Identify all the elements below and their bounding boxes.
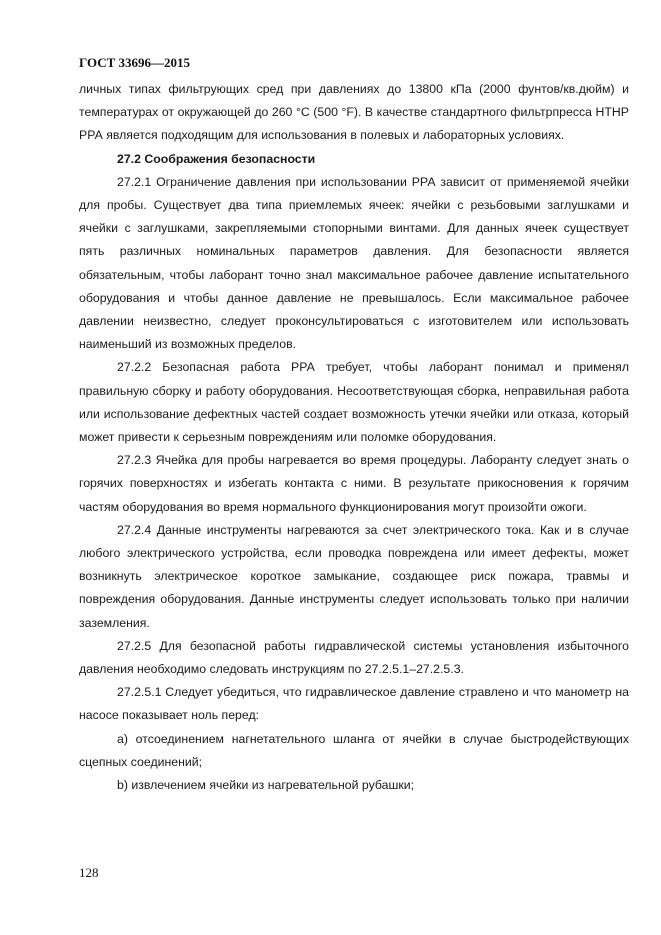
document-header: ГОСТ 33696—2015 — [79, 55, 191, 70]
document-body — [79, 78, 629, 797]
paragraph-27-2-2: 27.2.2 Безопасная работа РРА требует, чтобы лаборант понимал и применял правильную сборку и работу оборудования. Несоответствующая сборка, неправильная работа или использование дефектных частей создает возможность утечки ячейки или отказа, который может привести к серьезным повреждениям или поломке оборудования. — [79, 360, 629, 445]
list-item-b: b) извлечением ячейки из нагревательной рубашки; — [117, 778, 414, 793]
list-item-a: а) отсоединением нагнетательного шланга от ячейки в случае быстродействующих сцепных соединений; — [79, 731, 629, 769]
paragraph-27-2-4: 27.2.4 Данные инструменты нагреваются за счет электрического тока. Как и в случае любого электрического устройства, если проводка повреждена или имеет дефекты, может возникнуть электрическое короткое замыкание, создающее риск пожара, травмы и повреждения оборудования. Данные инструменты следует использовать только при наличии заземления. — [79, 522, 629, 630]
paragraph-27-2-3: 27.2.3 Ячейка для пробы нагревается во время процедуры. Лаборанту следует знать о горячих поверхностях и избегать контакта с ними. В результате прикосновения к горячим частям оборудования во время нормального функционирования могут произойти ожоги. — [79, 453, 629, 514]
paragraph-27-2-5: 27.2.5 Для безопасной работы гидравлической системы установления избыточного давления необходимо следовать инструкциям по 27.2.5.1–27.2.5.3. — [79, 638, 629, 677]
paragraph-continuation: личных типах фильтрующих сред при давлениях до 13800 кПа (2000 фунтов/кв.дюйм) и температурах от окружающей до 260 °С (500 °F). В качестве стандартного фильтрпресса НТНР РРА является подходящим для использования в полевых и лабораторных условиях. — [79, 82, 629, 143]
section-heading: 27.2 Соображения безопасности — [117, 151, 316, 166]
paragraph-27-2-1: 27.2.1 Ограничение давления при использовании РРА зависит от применяемой ячейки для пробы. Существует два типа приемлемых ячеек: ячейки с резьбовыми заглушками и ячейки с заглушками, закрепляемыми стопорными винтами. Для данных ячеек существует пять различных номинальных параметров давления. Для безопасности является обязательным, чтобы лаборант точно знал максимальное рабочее давление испытательного оборудования и чтобы данное давление не превышалось. Если максимальное рабочее давлении неизвестно, следует проконсультироваться с изготовителем или использовать наименьший из возможных пределов. — [79, 174, 629, 352]
page-number: 128 — [79, 865, 99, 880]
paragraph-27-2-5-1: 27.2.5.1 Следует убедиться, что гидравлическое давление стравлено и что манометр на насосе показывает ноль перед: — [79, 685, 629, 723]
